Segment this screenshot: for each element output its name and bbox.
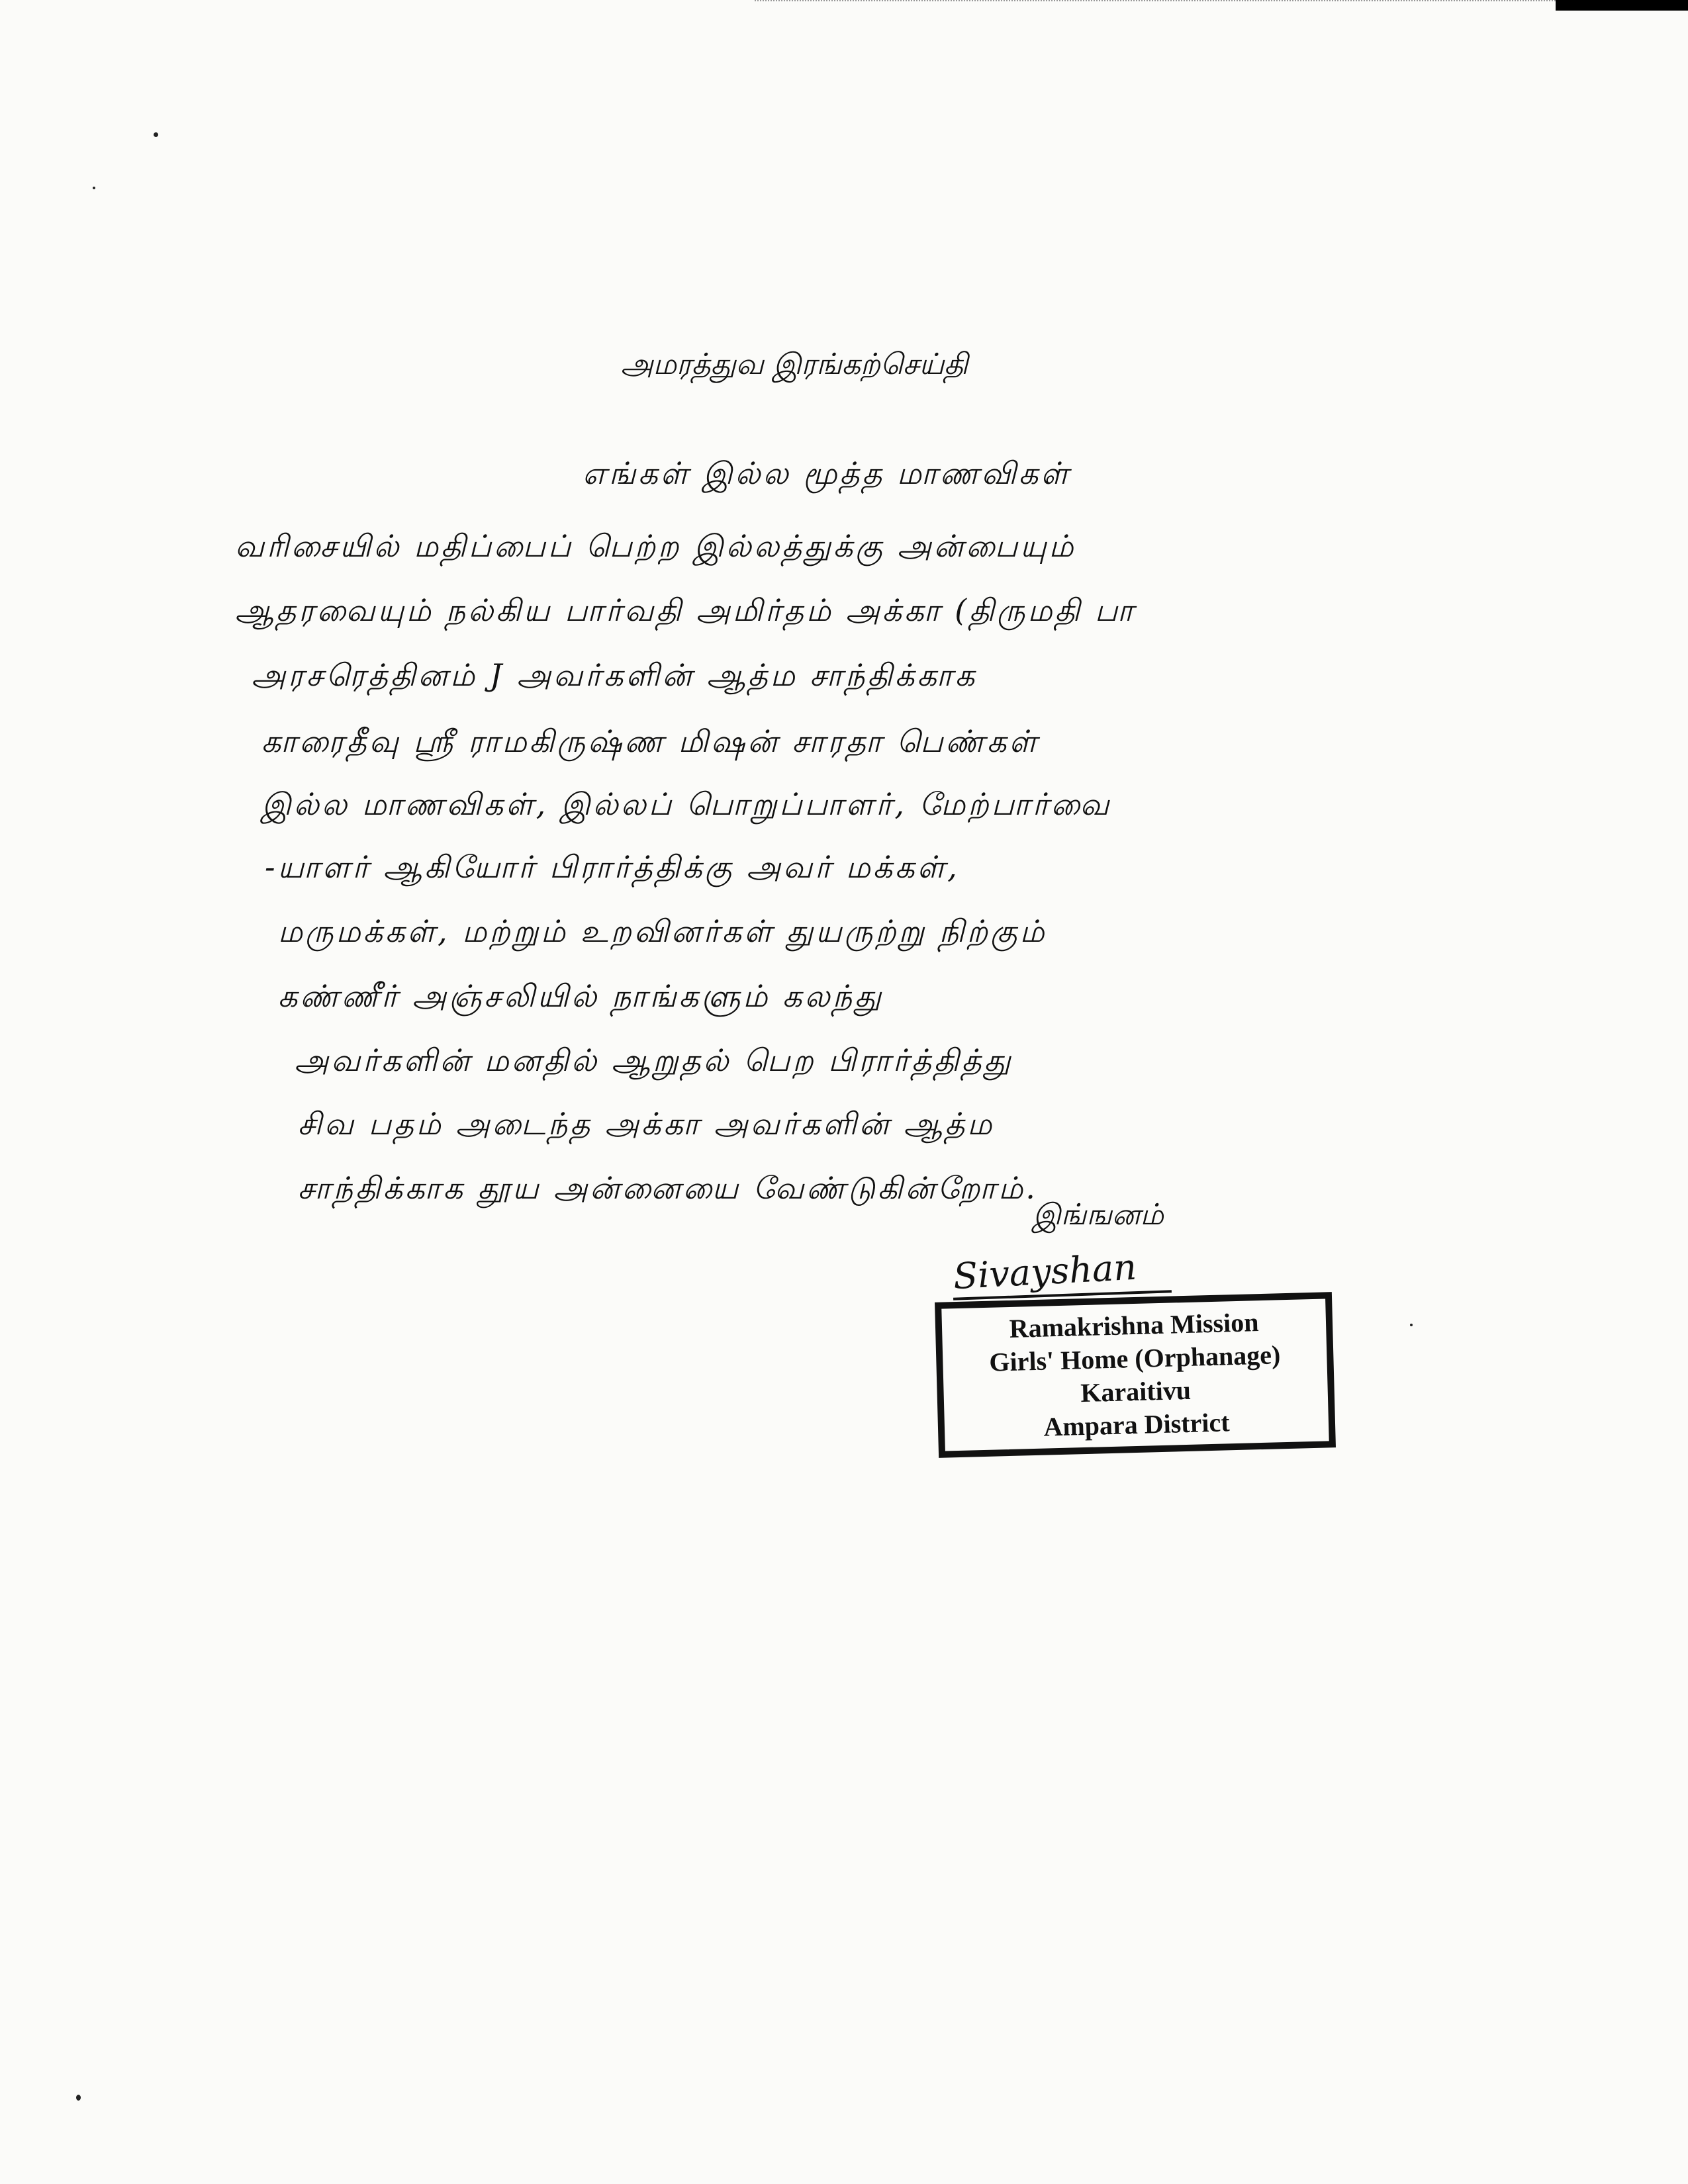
letter-line: எங்கள் இல்ல மூத்த மாணவிகள் [583,455,1071,491]
stamp-line: Karaitivu [1080,1375,1192,1408]
letter-line: ஆதரவையும் நல்கிய பார்வதி அமிர்தம் அக்கா (திருமதி பா [235,592,1137,628]
scan-speck [76,2095,81,2101]
stamp-line: Ramakrishna Mission [1009,1307,1259,1343]
letter-line: காரைதீவு ஸ்ரீ ராமகிருஷ்ண மிஷன் சாரதா பெண்கள் [261,723,1039,759]
letter-line: கண்ணீர் அஞ்சலியில் நாங்களும் கலந்து [278,978,884,1014]
scan-speck [93,187,95,189]
stamp-line: Girls' Home (Orphanage) [988,1340,1281,1377]
scan-speck [1410,1324,1413,1326]
letter-line: மருமக்கள், மற்றும் உறவினர்கள் துயருற்று நிற்கும் [278,913,1047,949]
letter-line: அரசரெத்தினம் J அவர்களின் ஆத்ம சாந்திக்காக [252,657,978,693]
scan-edge-line [755,0,1556,4]
letter-closing: இங்ஙனம் [1033,1198,1164,1232]
letter-line: அவர்களின் மனதில் ஆறுதல் பெற பிரார்த்தித்து [295,1042,1013,1078]
letter-line: சிவ பதம் அடைந்த அக்கா அவர்களின் ஆத்ம [298,1106,995,1142]
letter-line: சாந்திக்காக தூய அன்னையை வேண்டுகின்றோம். [298,1170,1038,1206]
organization-stamp [935,1292,1336,1458]
letter-line: வரிசையில் மதிப்பைப் பெற்ற இல்லத்துக்கு அன்பையும் [235,528,1076,564]
scan-edge-bar [1556,0,1688,11]
letter-line: இல்ல மாணவிகள், இல்லப் பொறுப்பாளர், மேற்பார்வை [261,786,1112,822]
stamp-line: Ampara District [1043,1407,1231,1442]
scan-speck [154,132,158,137]
signature: Sivayshan [952,1246,1138,1298]
letter-title: அமரத்துவ இரங்கற்செய்தி [620,347,968,381]
letter-line: -யாளர் ஆகியோர் பிரார்த்திக்கு அவர் மக்கள், [265,849,960,885]
